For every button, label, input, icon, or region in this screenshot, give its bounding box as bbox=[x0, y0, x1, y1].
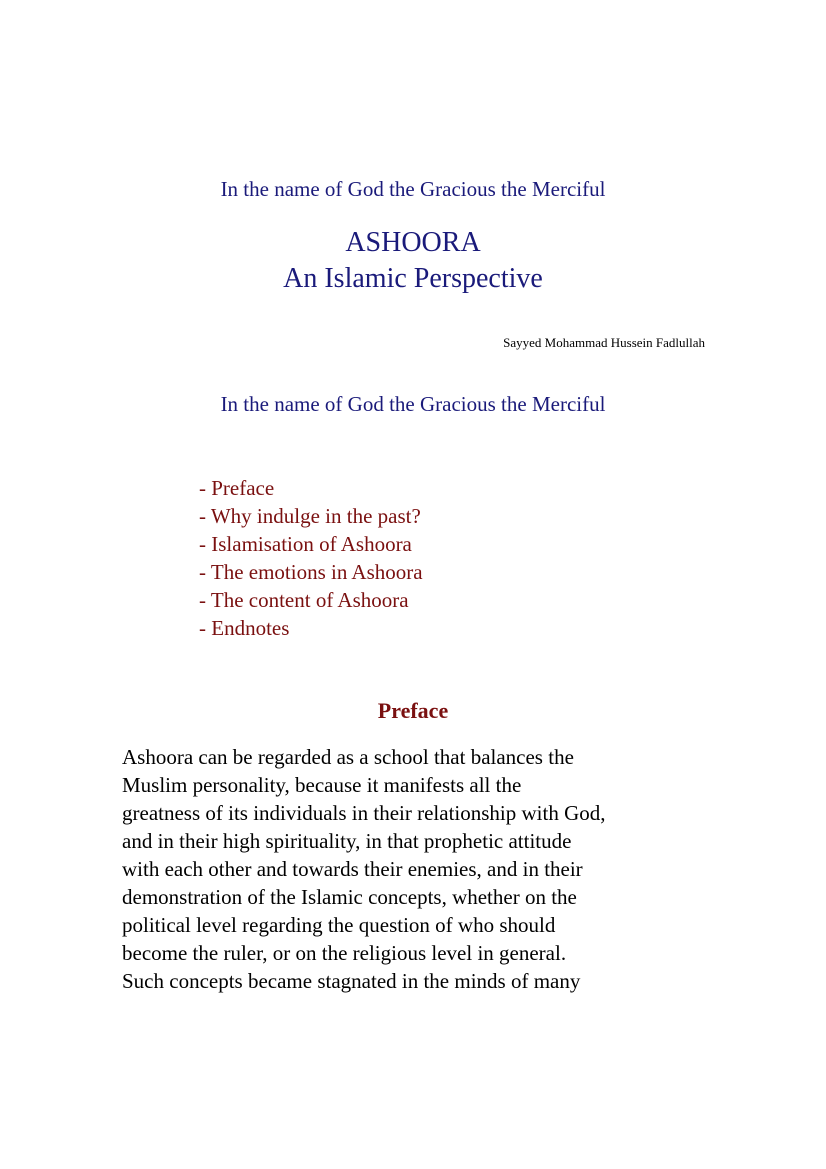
toc-link-content[interactable]: - The content of Ashoora bbox=[199, 588, 409, 612]
toc-link-why-indulge[interactable]: - Why indulge in the past? bbox=[199, 504, 421, 528]
paragraph-line: and in their high spirituality, in that prophetic attitude bbox=[122, 829, 572, 853]
paragraph-line: greatness of its individuals in their relationship with God, bbox=[122, 801, 606, 825]
basmala-heading: In the name of God the Gracious the Merciful bbox=[220, 177, 606, 201]
basmala-heading-second: In the name of God the Gracious the Merciful bbox=[220, 392, 606, 416]
paragraph-line: political level regarding the question of who should bbox=[122, 913, 556, 937]
table-of-contents bbox=[199, 474, 423, 642]
preface-paragraph bbox=[122, 743, 702, 995]
preface-heading: Preface bbox=[377, 698, 449, 723]
paragraph-line: become the ruler, or on the religious level in general. bbox=[122, 941, 567, 965]
author-name: Sayyed Mohammad Hussein Fadlullah bbox=[503, 335, 705, 350]
document-subtitle: An Islamic Perspective bbox=[283, 263, 543, 294]
document-title: ASHOORA bbox=[345, 227, 481, 258]
toc-link-islamisation[interactable]: - Islamisation of Ashoora bbox=[199, 532, 412, 556]
paragraph-line: demonstration of the Islamic concepts, whether on the bbox=[122, 885, 577, 909]
toc-link-preface[interactable]: - Preface bbox=[199, 476, 275, 500]
toc-link-endnotes[interactable]: - Endnotes bbox=[199, 616, 290, 640]
toc-link-emotions[interactable]: - The emotions in Ashoora bbox=[199, 560, 423, 584]
paragraph-line: with each other and towards their enemies, and in their bbox=[122, 857, 583, 881]
paragraph-line: Muslim personality, because it manifests all the bbox=[122, 773, 522, 797]
paragraph-line: Such concepts became stagnated in the minds of many bbox=[122, 969, 581, 993]
paragraph-line: Ashoora can be regarded as a school that balances the bbox=[122, 745, 574, 769]
